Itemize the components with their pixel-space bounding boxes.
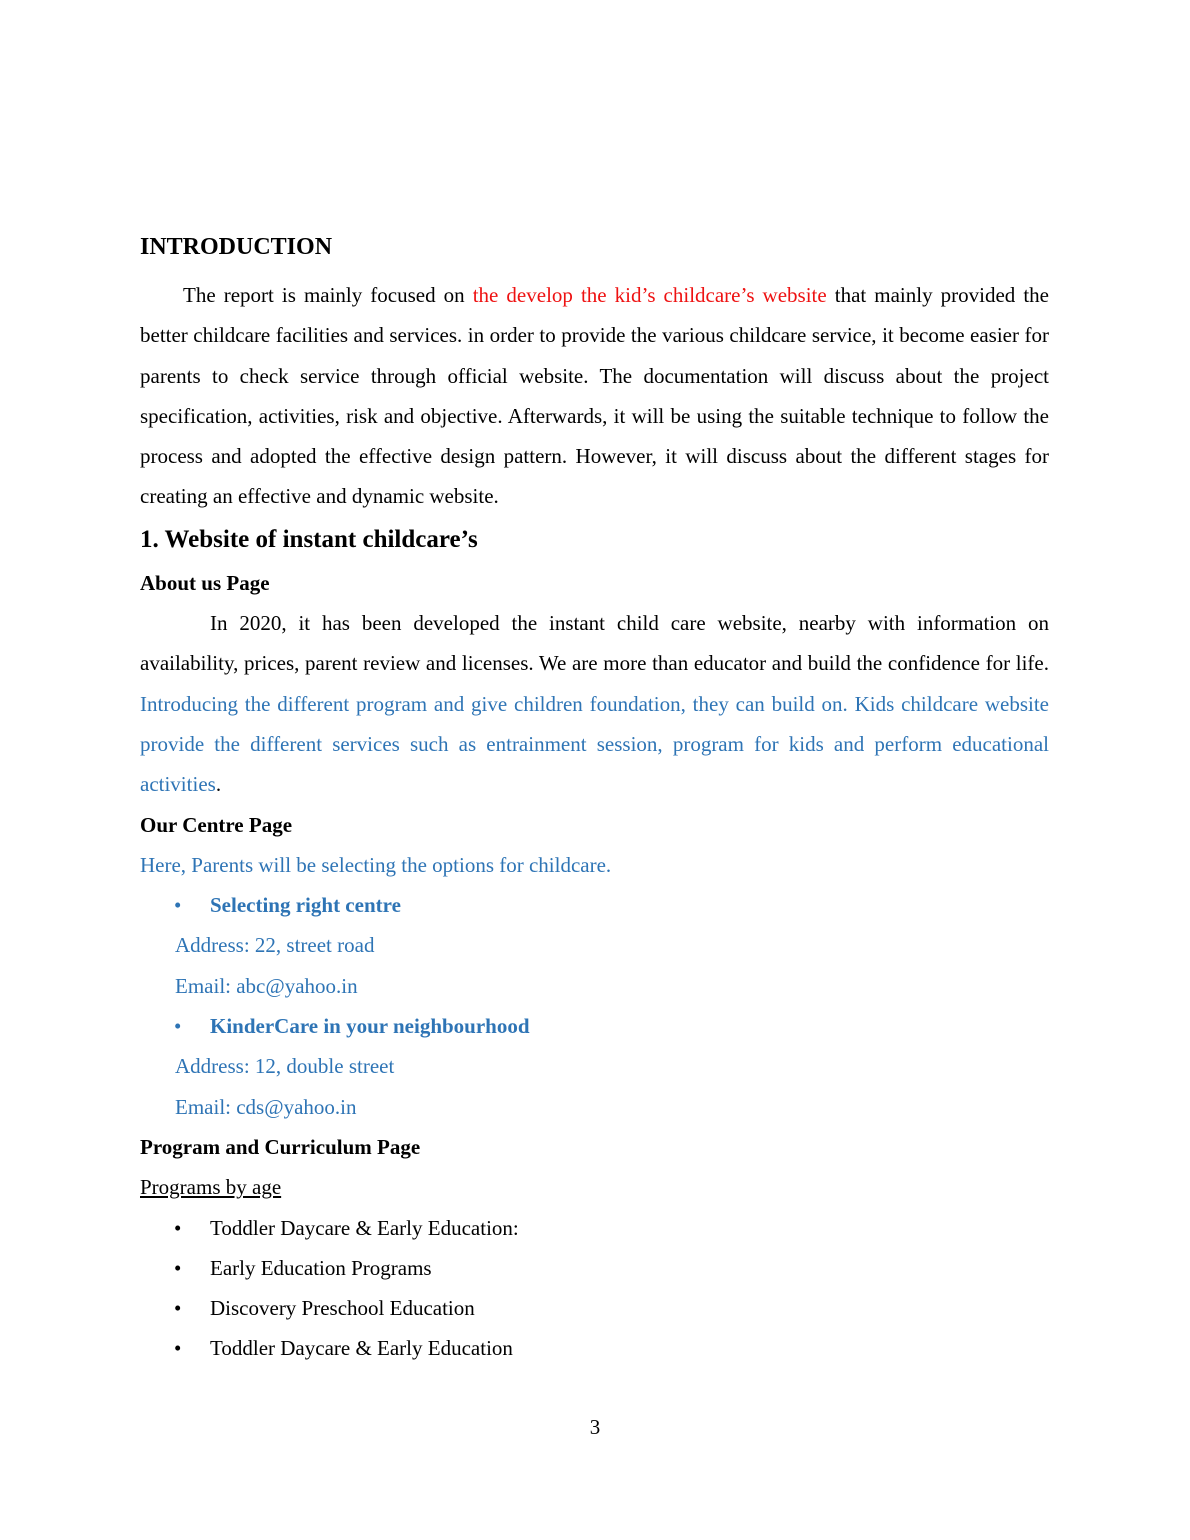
centre-address: Address: 12, double street <box>175 1054 395 1079</box>
our-centre-heading: Our Centre Page <box>140 812 293 837</box>
centre-title: KinderCare in your neighbourhood <box>210 1014 530 1039</box>
bullet-icon: • <box>174 1336 182 1361</box>
centre-email: Email: cds@yahoo.in <box>175 1094 357 1119</box>
intro-text-start: The report is mainly focused on <box>183 283 473 307</box>
about-text-blue: Introducing the different program and give children foundation, they can build on. Kids childcare website provide the different services such as entrainment session, program for kids and perform educational activities <box>140 691 1049 797</box>
centre-intro: Here, Parents will be selecting the options for childcare. <box>140 852 612 877</box>
program-list-item <box>140 1328 1049 1368</box>
about-us-heading: About us Page <box>140 570 270 595</box>
program-list-item <box>140 1288 1049 1328</box>
about-us-paragraph <box>140 603 1049 804</box>
page-content <box>140 228 1049 1369</box>
centre-item <box>140 1006 1049 1046</box>
bullet-icon: • <box>174 1255 182 1280</box>
centre-title: Selecting right centre <box>210 893 401 918</box>
centre-item <box>140 885 1049 925</box>
program-item-label: Toddler Daycare & Early Education: <box>210 1215 519 1240</box>
page-number: 3 <box>589 1415 601 1439</box>
bullet-icon: • <box>174 1215 182 1240</box>
section-heading: 1. Website of instant childcare’s <box>140 525 478 553</box>
program-item-label: Early Education Programs <box>210 1255 432 1280</box>
introduction-heading: INTRODUCTION <box>140 234 333 260</box>
program-list-item <box>140 1248 1049 1288</box>
about-text-black: In 2020, it has been developed the instant child care website, nearby with information on availability, prices, parent review and licenses. We are more than educator and build the confidence for life. <box>140 611 1049 676</box>
program-list-item <box>140 1208 1049 1248</box>
program-item-label: Toddler Daycare & Early Education <box>210 1336 513 1361</box>
centre-address: Address: 22, street road <box>175 933 375 958</box>
programs-by-age-subheading: Programs by age <box>140 1175 282 1200</box>
program-item-label: Discovery Preschool Education <box>210 1296 475 1321</box>
bullet-icon: • <box>174 893 182 918</box>
bullet-icon: • <box>174 1296 182 1321</box>
introduction-paragraph <box>140 275 1049 517</box>
intro-highlight-text: the develop the kid’s childcare’s website <box>472 283 827 307</box>
centre-email: Email: abc@yahoo.in <box>175 973 358 998</box>
bullet-icon: • <box>174 1014 182 1039</box>
intro-text-end: that mainly provided the better childcare facilities and services. in order to provide the various childcare service, it become easier for parents to check service through official website. The documentation will discuss about the project specification, activities, risk and objective. Afterwards, it will be using the suitable technique to follow the process and adopted the effective design pattern. However, it will discuss about the different stages for creating an effective and dynamic website. <box>140 283 1049 509</box>
program-curriculum-heading: Program and Curriculum Page <box>140 1134 421 1159</box>
about-text-end: . <box>215 772 222 797</box>
